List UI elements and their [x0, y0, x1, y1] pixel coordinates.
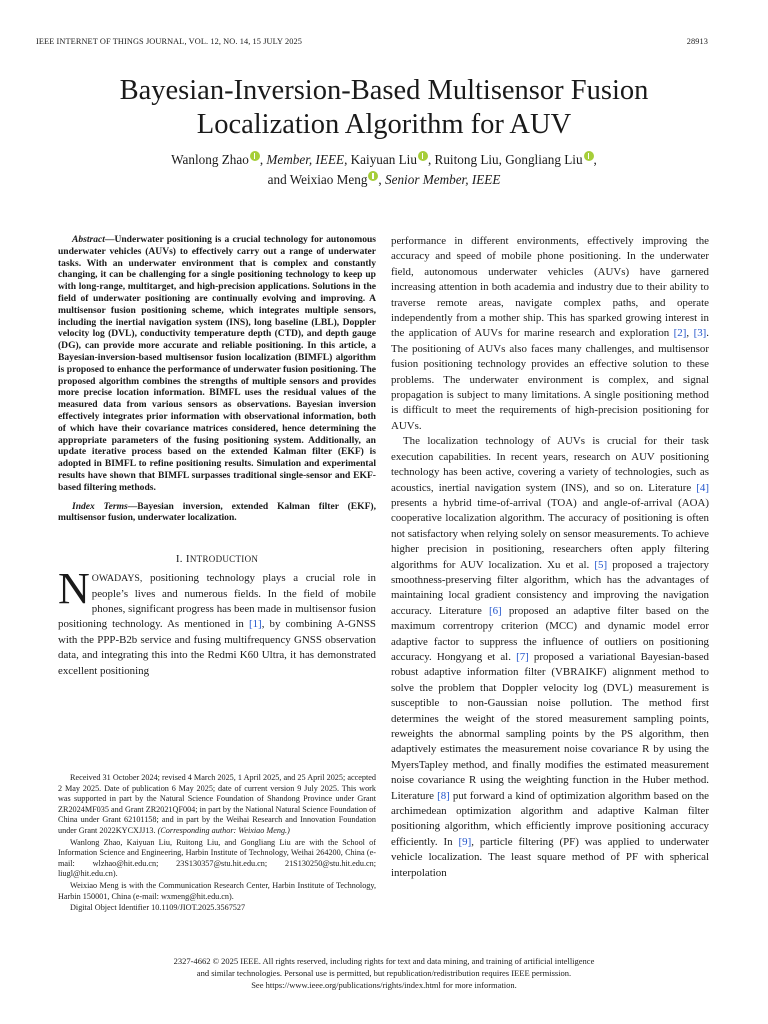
author-role: Senior Member, IEEE — [385, 171, 501, 187]
left-column — [58, 234, 376, 679]
intro-paragraph: NOWADAYS, positioning technology plays a crucial role in people’s lives and numerous fields. In the field of mobile phones, significant progress has been made in multisensor fusion positioning technology. As mentioned in [1], by combining A-GNSS with the PPP-B2b service and fusing multifrequency GNSS observation data, and integrating this into the Redmi K60 Ultra, it has demonstrated excellent positioning — [58, 564, 376, 677]
right-column — [391, 234, 709, 881]
citation-link[interactable]: [5] — [594, 558, 608, 571]
footnote-received: Received 31 October 2024; revised 4 March 2025, 1 April 2025, and 25 April 2025; accepted 2 May 2025. Date of publication 6 May 2025; date of current version 9 July 2025. This work was supported in part by the Natural Science Foundation of Shandong Province under Grant ZR2024MF035 and Grant ZR2021QF004; in part by the National Natural Science Foundation of China under Grant 62101158; and in part by the Weihai Research and Innovation Foundation under Grant 2022KYCXJJ13. (Corresponding author: Weixiao Meng.) — [58, 773, 376, 835]
citation-link[interactable]: [2] — [673, 327, 687, 340]
paper-title — [60, 74, 708, 142]
journal-info: IEEE INTERNET OF THINGS JOURNAL, VOL. 12, NO. 14, 15 JULY 2025 — [36, 37, 302, 46]
footnote-affiliation: Wanlong Zhao, Kaiyuan Liu, Ruitong Liu, and Gongliang Liu are with the School of Information Science and Engineering, Harbin Institute of Technology, Weihai 264200, China (e-mail: wlzhao@hit.edu.cn; 23S130357@stu.hit.edu.cn; 21S130250@stu.hit.edu.cn; liugl@hit.edu.cn). — [58, 837, 376, 879]
author-name: Kaiyuan Liu — [350, 152, 417, 167]
index-terms-text: Bayesian inversion, extended Kalman filter (EKF), multisensor fusion, underwater localization. — [58, 500, 376, 524]
citation-link[interactable]: [9] — [458, 835, 472, 848]
section-heading: I. INTRODUCTION — [175, 553, 259, 566]
abstract: Abstract—Underwater positioning is a crucial technology for autonomous underwater vehicles (AUVs) to effectively carry out a range of underwater tasks. With an underwater environment that is complex and constantly changing, it can be challenging for a single positioning technology to keep up with long-range, multitarget, and high-precision applications. Solutions in the field of underwater positioning are continually evolving and improving. A multisensor fusion positioning scheme, which integrates multiple sensors, including the inertial navigation system (INS), long baseline (LBL), Doppler velocity log (DVL), conductivity temperature depth (CTD), and depth gauge (DG), can provide more accurate and reliable positioning. In this article, a Bayesian-inversion-based multisensor fusion localization (BIMFL) algorithm is proposed to enhance the performance of underwater fusion positioning. The proposed algorithm combines the strengths of multiple sensors and provides more precise location information. BIMFL uses the residual values of the measured data from various sensors as observations. Bayesian inversion effectively integrates prior information with observational information, both of which have their covariance matrices considered, hence determining the appropriate parameters of the fusing positioning system. Additionally, an update iterative process based on the extended Kalman filter (EKF) is adopted in BIMFL to refine positioning results. Simulation and experimental results have shown that BIMFL surpasses traditional single-sensor and EKF-based filtering methods. — [58, 234, 376, 493]
author-name: Ruitong Liu — [434, 152, 499, 167]
footnote-doi: Digital Object Identifier 10.1109/JIOT.2025.3567527 — [70, 903, 246, 913]
body-paragraph: performance in different environments, effectively improving the accuracy and speed of mobile phone positioning. In the underwater field, autonomous underwater vehicles (AUVs) have garnered increasing attention in both academia and industry due to their ability to traverse remote areas, navigate complex paths, and operate independently from a mother ship. This has sparked growing interest in the application of AUVs for marine research and exploration [2], [3]. The positioning of AUVs also faces many challenges, and multisensor fusion positioning technology provides an effective solution to these problems. The underwater environment is complex, and signal propagation is subject to many limitations. A single positioning method is difficult to meet the requirements of high-precision positioning for AUVs. — [391, 235, 709, 432]
index-terms: Index Terms—Bayesian inversion, extended Kalman filter (EKF), multisensor fusion, underwater localization. — [58, 500, 376, 524]
author-name: Gongliang Liu — [505, 152, 583, 167]
running-header — [36, 37, 708, 46]
citation-link[interactable]: [4] — [696, 481, 709, 494]
author-name: Weixiao Meng — [289, 171, 368, 187]
orcid-icon[interactable] — [368, 171, 378, 181]
page-number: 28913 — [686, 37, 708, 46]
footnote-block — [58, 773, 376, 915]
citation-link[interactable]: [6] — [488, 604, 502, 617]
title-line-2: Localization Algorithm for AUV — [196, 109, 572, 140]
citation-link[interactable]: [3] — [693, 327, 707, 340]
author-name: Wanlong Zhao — [171, 152, 249, 167]
rights-link[interactable]: See https://www.ieee.org/publications/rights/index.html for more information. — [251, 980, 517, 990]
citation-link[interactable]: [7] — [516, 650, 529, 663]
author-list: Wanlong Zhao , Member, IEEE, Kaiyuan Liu , Ruitong Liu, Gongliang Liu , and Weixiao Meng , Senior Member, IEEE — [171, 152, 597, 187]
footnote-affiliation: Weixiao Meng is with the Communication Research Center, Harbin Institute of Technology, Harbin 150001, China (e-mail: wxmeng@hit.edu.cn). — [58, 880, 376, 901]
copyright-notice: 2327-4662 © 2025 IEEE. All rights reserved, including rights for text and data mining, and training of artificial intelligence and similar technologies. Personal use is permitted, but republication/redistribution requires IEEE permission. See https://www.ieee.org/publications/rights/index.html for more information. — [0, 955, 768, 991]
abstract-label: Abstract — [72, 234, 105, 245]
orcid-icon[interactable] — [418, 151, 428, 161]
abstract-text: Underwater positioning is a crucial technology for autonomous underwater vehicles (AUVs) to effectively carry out a range of underwater tasks. With an underwater environment that is complex and constantly changing, it can be challenging for a single positioning technology to keep up with long-range, multitarget, and high-precision applications. Solutions in the field of underwater positioning are continually evolving and improving. A multisensor fusion positioning scheme, which integrates multiple sensors, including the inertial navigation system (INS), long baseline (LBL), Doppler velocity log (DVL), conductivity temperature depth (CTD), and depth gauge (DG), can provide more accurate and reliable positioning. In this article, a Bayesian-inversion-based multisensor fusion localization (BIMFL) algorithm is proposed to enhance the performance of underwater fusion positioning. The proposed algorithm combines the strengths of multiple sensors and provides more precise location information. BIMFL uses the residual values of the measured data from various sensors as observations. Bayesian inversion effectively integrates prior information with observational information, both of which have their covariance matrices considered, hence determining the appropriate parameters of the fusing positioning system. Additionally, an update iterative process based on the extended Kalman filter (EKF) is adopted in BIMFL to refine positioning results. Simulation and experimental results have shown that BIMFL surpasses traditional single-sensor and EKF-based filtering methods. — [58, 234, 376, 493]
citation-link[interactable]: [1] — [248, 618, 262, 631]
index-terms-label: Index Terms — [72, 500, 128, 512]
citation-link[interactable]: [8] — [437, 789, 450, 802]
body-paragraph: The localization technology of AUVs is crucial for their task execution capabilities. In recent years, research on AUV positioning technology has been active, covering a variety of technologies, such as acoustics, inertial navigation system (INS), and so on. Literature [4] presents a hybrid time-of-arrival (TOA) and angle-of-arrival (AOA) cooperative localization algorithm. The accuracy of positioning is often not satisfactory when relying solely on sensor measurements. To achieve higher precision in positioning, researchers often apply filtering algorithms for AUV localization. Xu et al. [5] proposed a trajectory smoothness-preserving filter algorithm, which has the advantages of maintaining local gradient consistency and improving the navigation accuracy. Literature [6] proposed an adaptive filter based on the maximum correntropy criterion (MCC) and dynamic model error adaptive factor to suppress the influence of outliers on positioning accuracy. Hongyang et al. [7] proposed a variational Bayesian-based robust adaptive information filter (VBRAIKF) alignment method to solve the problem that Doppler velocity log (DVL) measurement is susceptible to non-Gaussian noise pollution. The method first determines the weight of the stored measurement sampling points, reweights the abnormal sampling points by the PS algorithm, then adaptively estimates the measurement noise covariance R by using the MyersTapley method, and finally modifies the estimated measurement noise covariance R using the weighting function in the Huber method. Literature [8] put forward a kind of optimization algorithm based on the archimedean optimization algorithm and adaptive Kalman filter positioning algorithm, which efficiently improve positioning accuracy efficiently. In [9], particle filtering (PF) was applied to underwater vehicle localization. The least square method of PF with spherical interpolation — [391, 435, 710, 879]
drop-cap: N — [58, 564, 90, 614]
author-role: Member, IEEE — [266, 152, 345, 167]
orcid-icon[interactable] — [584, 151, 594, 161]
title-line-1: Bayesian-Inversion-Based Multisensor Fusion — [119, 75, 649, 106]
orcid-icon[interactable] — [250, 151, 260, 161]
